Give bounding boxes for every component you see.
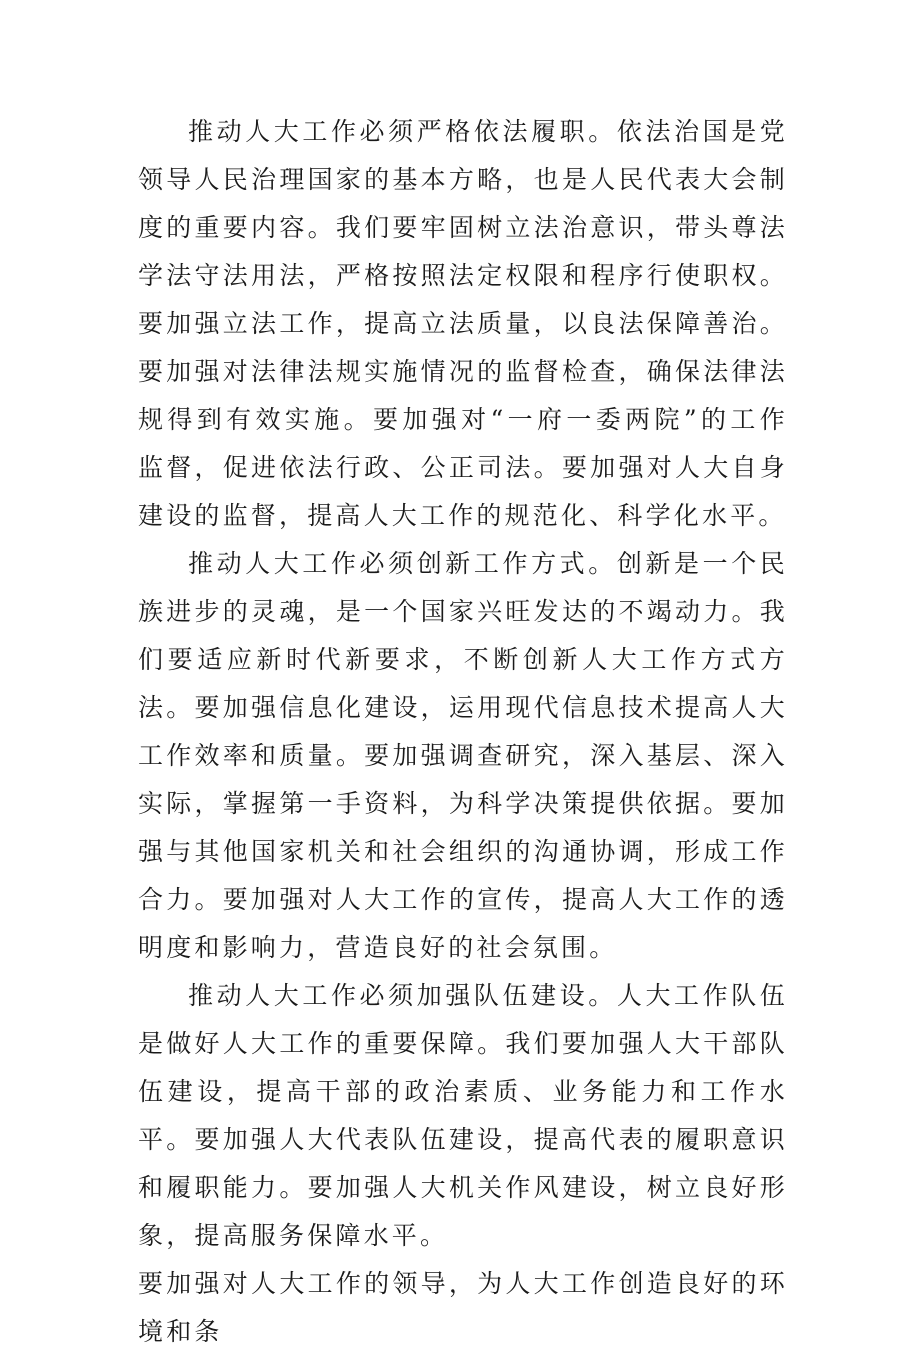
paragraph-innovation: 推动人大工作必须创新工作方式。创新是一个民族进步的灵魂，是一个国家兴旺发达的不竭动力。我们要适应新时代新要求，不断创新人大工作方式方法。要加强信息化建设，运用现代信息技术提高人大工作效率和质量。要加强调查研究，深入基层、深入实际，掌握第一手资料，为科学决策提供依据。要加强与其他国家机关和社会组织的沟通协调，形成工作合力。要加强对人大工作的宣传，提高人大工作的透明度和影响力，营造良好的社会氛围。 <box>138 549 788 962</box>
paragraph-leadership: 要加强对人大工作的领导，为人大工作创造良好的环境和条 <box>138 1269 788 1346</box>
document-body <box>138 108 788 1356</box>
paragraph-rule-of-law: 推动人大工作必须严格依法履职。依法治国是党领导人民治理国家的基本方略，也是人民代表大会制度的重要内容。我们要牢固树立法治意识，带头尊法学法守法用法，严格按照法定权限和程序行使职权。要加强立法工作，提高立法质量，以良法保障善治。要加强对法律法规实施情况的监督检查，确保法律法规得到有效实施。要加强对“一府一委两院”的工作监督，促进依法行政、公正司法。要加强对人大自身建设的监督，提高人大工作的规范化、科学化水平。 <box>138 117 788 530</box>
paragraph-team-building: 推动人大工作必须加强队伍建设。人大工作队伍是做好人大工作的重要保障。我们要加强人大干部队伍建设，提高干部的政治素质、业务能力和工作水平。要加强人大代表队伍建设，提高代表的履职意识和履职能力。要加强人大机关作风建设，树立良好形象，提高服务保障水平。 <box>138 981 788 1250</box>
